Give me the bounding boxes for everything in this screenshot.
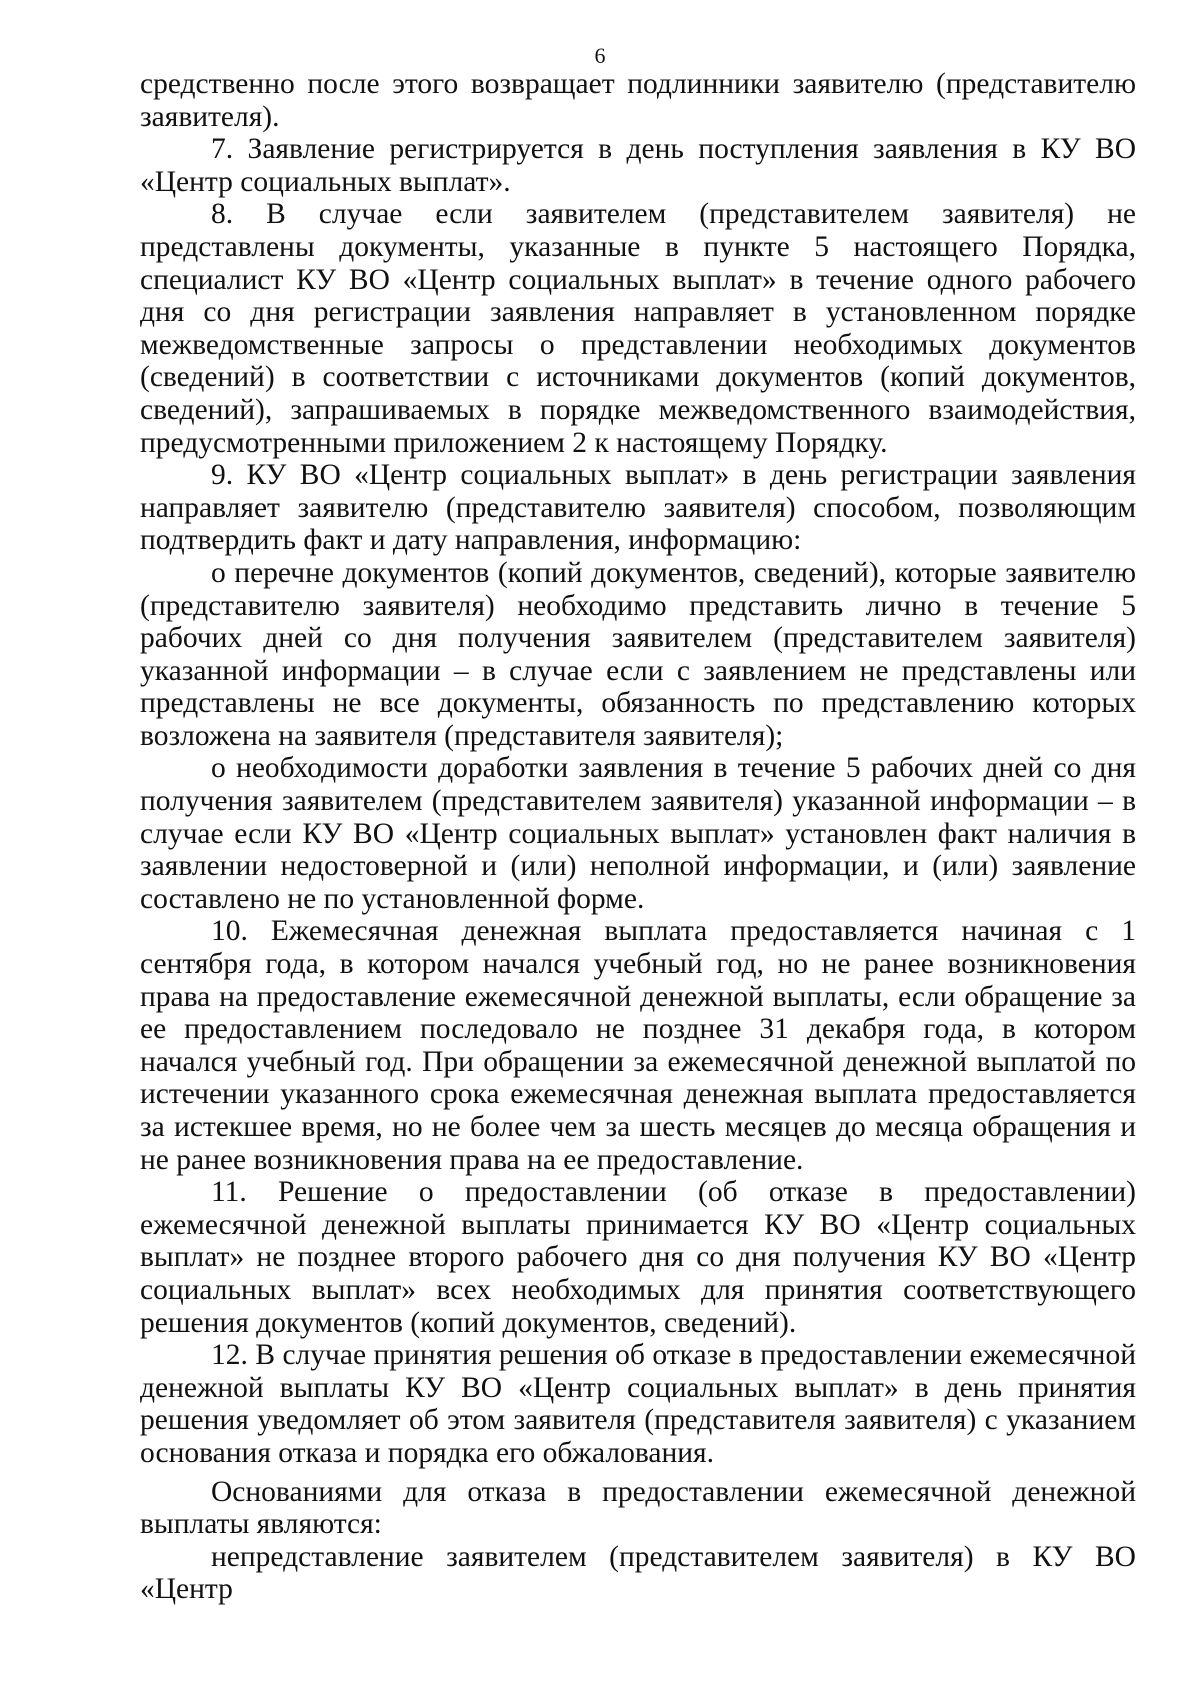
paragraph-8: 8. В случае если заявителем (представителем заявителя) не представлены документы, указанные в пункте 5 настоящего Порядка, специалист КУ ВО «Центр социальных выплат» в течение одного рабочего дня со дня регистрации заявления направляет в установленном порядке межведомственные запросы о представлении необходимых документов (сведений) в соответствии с источниками документов (копий документов, сведений), запрашиваемых в порядке межведомственного взаимодействия, предусмотренными приложением 2 к настоящему Порядку.: [140, 198, 1136, 459]
paragraph-12: 12. В случае принятия решения об отказе в предоставлении ежемесячной денежной выплаты КУ ВО «Центр социальных выплат» в день принятия решения уведомляет об этом заявителя (представителя заявителя) с указанием основания отказа и порядка его обжалования.: [140, 1339, 1136, 1469]
paragraph-refusal-grounds: Основаниями для отказа в предоставлении ежемесячной денежной выплаты являются:: [140, 1475, 1136, 1541]
paragraph-7: 7. Заявление регистрируется в день поступления заявления в КУ ВО «Центр социальных выплат».: [140, 133, 1136, 198]
document-body: [140, 68, 1136, 1606]
paragraph-10: 10. Ежемесячная денежная выплата предоставляется начиная с 1 сентября года, в котором начался учебный год, но не ранее возникновения права на предоставление ежемесячной денежной выплаты, если обращение за ее предоставлением последовало не позднее 31 декабря года, в котором начался учебный год. При обращении за ежемесячной денежной выплатой по истечении указанного срока ежемесячная денежная выплата предоставляется за истекшее время, но не более чем за шесть месяцев до месяца обращения и не ранее возникновения права на ее предоставление.: [140, 915, 1136, 1176]
page-number: 6: [594, 43, 606, 68]
paragraph-9-item-documents: о перечне документов (копий документов, сведений), которые заявителю (представителю заявителя) необходимо представить лично в течение 5 рабочих дней со дня получения заявителем (представителем заявителя) указанной информации – в случае если с заявлением не представлены или представлены не все документы, обязанность по представлению которых возложена на заявителя (представителя заявителя);: [140, 556, 1136, 752]
paragraph-continuation: средственно после этого возвращает подлинники заявителю (представителю заявителя).: [140, 68, 1136, 133]
paragraph-9-item-revision: о необходимости доработки заявления в течение 5 рабочих дней со дня получения заявителем (представителем заявителя) указанной информации – в случае если КУ ВО «Центр социальных выплат» установлен факт наличия в заявлении недостоверной и (или) неполной информации, и (или) заявление составлено не по установленной форме.: [140, 752, 1136, 915]
paragraph-refusal-item: непредставление заявителем (представителем заявителя) в КУ ВО «Центр: [140, 1540, 1136, 1606]
paragraph-11: 11. Решение о предоставлении (об отказе в предоставлении) ежемесячной денежной выплаты принимается КУ ВО «Центр социальных выплат» не позднее второго рабочего дня со дня получения КУ ВО «Центр социальных выплат» всех необходимых для принятия соответствующего решения документов (копий документов, сведений).: [140, 1176, 1136, 1339]
paragraph-9: 9. КУ ВО «Центр социальных выплат» в день регистрации заявления направляет заявителю (представителю заявителя) способом, позволяющим подтвердить факт и дату направления, информацию:: [140, 459, 1136, 557]
